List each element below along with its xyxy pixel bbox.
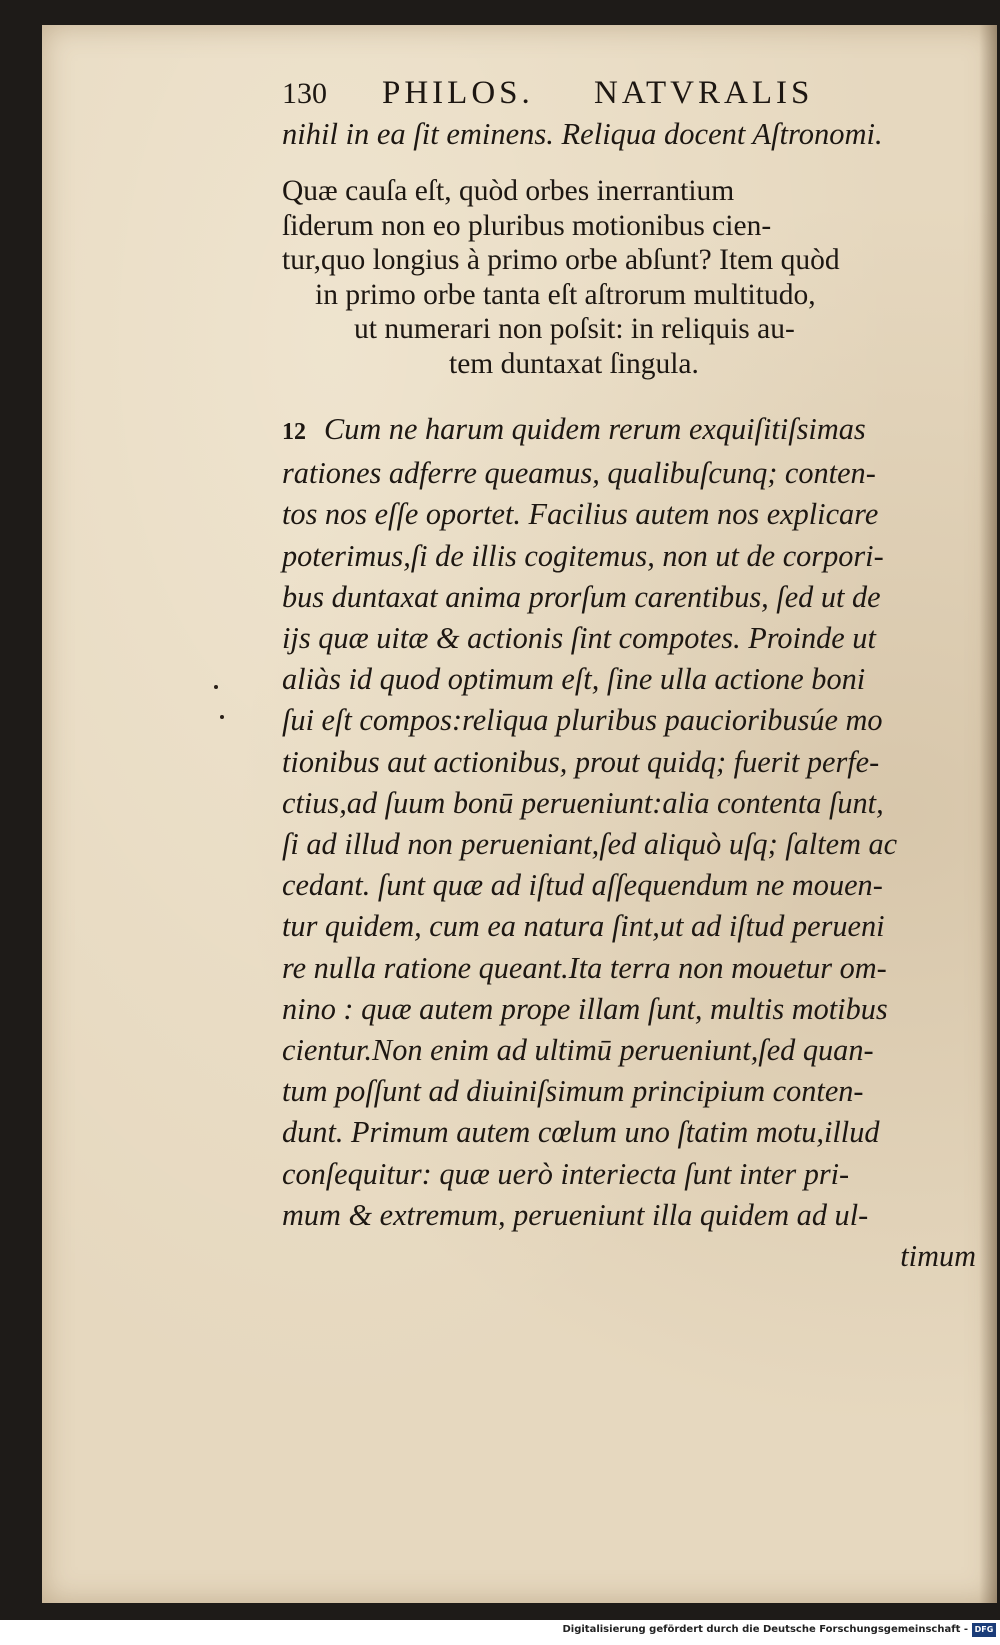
body-line: rationes adferre queamus, qualibuſcunq; conten-	[282, 456, 876, 491]
intro-line: nihil in ea ſit eminens. Reliqua docent Aſtronomi.	[282, 117, 883, 151]
body-line: poterimus,ſi de illis cogitemus, non ut de corpori-	[282, 538, 884, 573]
body-line: tionibus aut actionibus, prout quidq; fuerit perfe-	[282, 744, 880, 779]
body-line: nino : quæ autem prope illam ſunt, multis motibus	[282, 991, 888, 1026]
question-line: tem duntaxat ſingula.	[449, 347, 699, 380]
funding-note: Digitalisierung gefördert durch die Deutsche Forschungsgemeinschaft -	[562, 1624, 968, 1635]
dfg-logo: DFG	[972, 1623, 996, 1637]
body-line-text: Cum ne harum quidem rerum exquiſitiſsimas	[324, 412, 866, 446]
question-heading	[282, 174, 982, 381]
ink-speck	[220, 715, 224, 719]
body-line: conſequitur: quæ uerò interiecta ſunt inter pri-	[282, 1156, 850, 1191]
body-line	[282, 409, 982, 453]
section-number: 12	[282, 419, 306, 445]
body-line: cedant. ſunt quæ ad iſtud aſſequendum ne mouen-	[282, 868, 883, 903]
body-line: ctius,ad ſuum bonū perueniunt:alia contenta ſunt,	[282, 785, 884, 820]
body-line: bus duntaxat anima prorſum carentibus, ſed ut de	[282, 579, 881, 614]
question-line: tur,quo longius à primo orbe abſunt? Item quòd	[282, 244, 840, 276]
body-line: ſui eſt compos:reliqua pluribus paucioribusúe mo	[282, 703, 883, 738]
body-line: dunt. Primum autem cœlum uno ſtatim motu,illud	[282, 1115, 880, 1150]
body-line: tur quidem, cum ea natura ſint,ut ad iſtud perueni	[282, 909, 885, 944]
ink-speck	[214, 685, 218, 689]
running-head	[282, 73, 982, 114]
body-line: cientur.Non enim ad ultimū perueniunt,ſed quan-	[282, 1033, 874, 1068]
question-line: Quæ cauſa eſt, quòd orbes inerrantium	[282, 175, 735, 207]
catchword: timum	[900, 1239, 976, 1274]
page-number: 130	[282, 77, 327, 110]
body-line: re nulla ratione queant.Ita terra non mouetur om-	[282, 950, 887, 985]
text-block	[282, 73, 982, 1277]
body-line: mum & extremum, perueniunt illa quidem ad ul-	[282, 1197, 869, 1232]
body-line: tum poſſunt ad diuiniſsimum principium conten-	[282, 1074, 864, 1109]
body-line: ſi ad illud non perueniant,ſed aliquò uſq; ſaltem ac	[282, 827, 898, 862]
question-line: ut numerari non poſsit: in reliquis au-	[354, 313, 795, 345]
body-paragraph	[282, 409, 982, 1277]
book-page	[42, 25, 997, 1603]
running-title-right: NATVRALIS	[594, 75, 814, 111]
question-line: ſiderum non eo pluribus motionibus cien-	[282, 209, 772, 242]
body-line: ijs quæ uitæ & actionis ſint compotes. Proinde ut	[282, 621, 876, 656]
footer-bar	[0, 1620, 1000, 1645]
body-line: aliàs id quod optimum eſt, ſine ulla actione boni	[282, 662, 866, 697]
body-line: tos nos eſſe oportet. Facilius autem nos explicare	[282, 497, 879, 532]
running-title-left: PHILOS.	[382, 75, 534, 111]
question-line: in primo orbe tanta eſt aſtrorum multitudo,	[315, 278, 816, 311]
